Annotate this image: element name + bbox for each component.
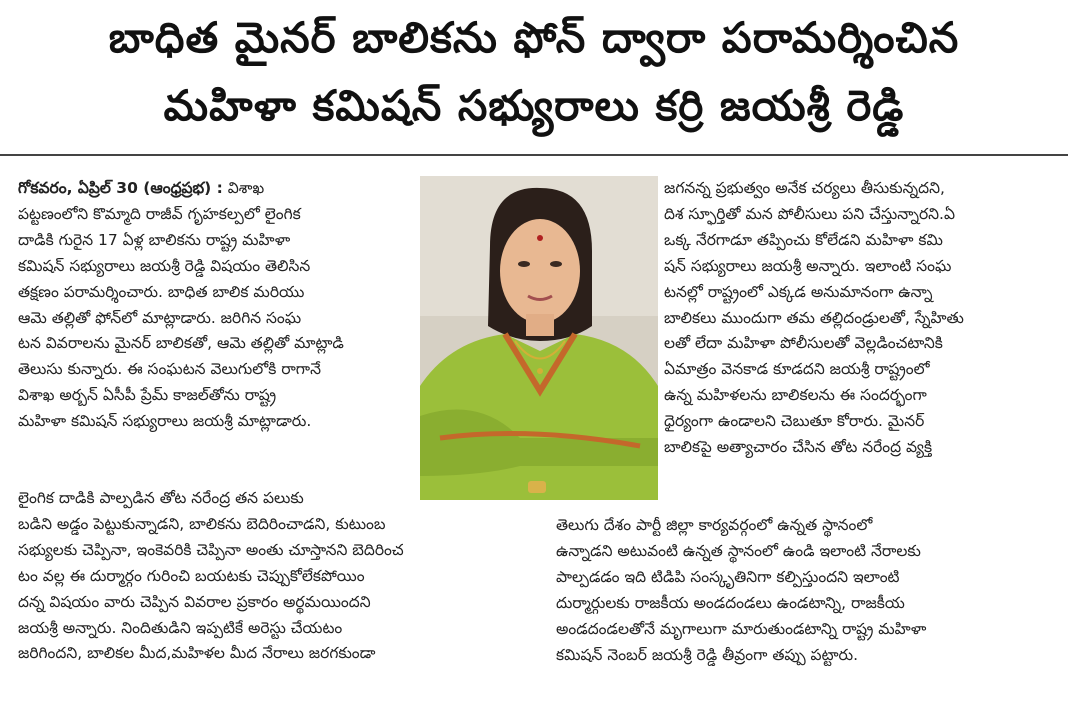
dateline: గోకవరం, ఏప్రిల్ 30 (ఆంధ్రప్రభ) :: [18, 179, 223, 197]
article-line: అండదండలతోనే మృగాలుగా మారుతుండటాన్ని రాష్ట్ర మహిళా: [556, 619, 927, 638]
article-left-column: [18, 176, 414, 435]
portrait-illustration: [420, 176, 658, 500]
article-line: టన వివరాలను మైనర్ బాలికతో, ఆమె తల్లితో మాట్లాడి: [18, 334, 344, 353]
article-line: తక్షణం పరామర్శించారు. బాధిత బాలిక మరియు: [18, 282, 305, 301]
portrait-photo: [420, 176, 658, 500]
article-line: ధైర్యంగా ఉండాలని చెబుతూ కోరారు. మైనర్: [664, 412, 925, 431]
article-line: తెలుగు దేశం పార్టీ జిల్లా కార్యవర్గంలో ఉన్నత స్థానంలో: [556, 516, 873, 534]
article-line: టం వల్ల ఈ దుర్మార్గం గురించి బయటకు చెప్పుకోలేకపోయిం: [18, 566, 365, 585]
article-line: పట్టణంలోని కొమ్మాది రాజీవ్ గృహకల్పలో లైంగిక: [18, 204, 301, 223]
article-line: దన్న విషయం వారు చెప్పిన వివరాల ప్రకారం అర్థమయిందని: [18, 592, 371, 611]
headline-line-1: బాధిత మైనర్ బాలికను ఫోన్ ద్వారా పరామర్శించిన: [108, 13, 960, 62]
article-line: లతో లేదా మహిళా పోలీసులతో వెల్లడించటానికి: [664, 334, 943, 353]
article-line: ఉన్నాడని అటువంటి ఉన్నత స్థానంలో ఉండి ఇలాంటి నేరాలకు: [556, 541, 921, 560]
article-line: ఏమాత్రం వెనకాడ కూడదని జయశ్రీ రాష్ట్రంలో: [664, 360, 930, 379]
article-line: బాలికలు ముందుగా తమ తల్లిదండ్రులతో, స్నేహితు: [664, 308, 964, 327]
article-line: కమిషన్ సభ్యురాలు జయశ్రీ రెడ్డి విషయం తెలిసిన: [18, 256, 311, 275]
article-line: విశాఖ అర్బన్ ఏసీపీ ప్రేమ్ కాజల్‌తోను రాష్ట్ర: [18, 386, 277, 405]
article-line: టనల్లో రాష్ట్రంలో ఎక్కడ అనుమానంగా ఉన్నా: [664, 282, 933, 301]
article-line: బాలికపై అత్యాచారం చేసిన తోట నరేంద్ర వ్యక్తి: [664, 438, 933, 457]
article-line: తెలుసు కున్నారు. ఈ సంఘటన వెలుగులోకి రాగానే: [18, 360, 321, 379]
article-line: పాల్పడడం ఇది టిడిపి సంస్కృతినిగా కల్పిస్తుందని ఇలాంటి: [556, 567, 900, 586]
article-line: గోకవరం, ఏప్రిల్ 30 (ఆంధ్రప్రభ) : విశాఖ: [18, 179, 265, 197]
article-line: షన్ సభ్యురాలు జయశ్రీ అన్నారు. ఇలాంటి సంఘ: [664, 256, 952, 275]
article-line: దుర్మార్గులకు రాజకీయ అండదండలు ఉండటాన్ని, రాజకీయ: [556, 593, 905, 612]
article-line: జయశ్రీ అన్నారు. నిందితుడిని ఇప్పటికే అరెస్టు చేయటం: [18, 618, 343, 637]
article-left-lower: [18, 486, 530, 667]
article-line: సభ్యులకు చెప్పినా, ఇంకెవరికి చెప్పినా అంతు చూస్తానని బెదిరించ: [18, 540, 404, 559]
article-line: జరిగిందని, బాలికల మీద,మహిళల మీద నేరాలు జరగకుండా: [18, 644, 376, 663]
article-line: దిశ స్ఫూర్తితో మన పోలీసులు పని చేస్తున్నారని.ఏ: [664, 204, 956, 223]
article-line: మహిళా కమిషన్ సభ్యురాలు జయశ్రీ మాట్లాడారు.: [18, 412, 312, 431]
article-line: జగనన్న ప్రభుత్వం అనేక చర్యలు తీసుకున్నదని,: [664, 179, 945, 197]
headline-divider: [0, 154, 1068, 156]
article-line: కమిషన్ నెంబర్ జయశ్రీ రెడ్డి తీవ్రంగా తప్పు పట్టారు.: [556, 645, 859, 664]
article-line: లైంగిక దాడికి పాల్పడిన తోట నరేంద్ర తన పలుకు: [18, 489, 304, 507]
article-line: ఉన్న మహిళలను బాలికలను ఈ సందర్భంగా: [664, 386, 927, 405]
article-right-lower: [556, 513, 1056, 668]
headline-line-2: మహిళా కమిషన్ సభ్యురాలు కర్రి జయశ్రీ రెడ్డి: [163, 81, 905, 130]
article-line: ఒక్క నేరగాడూ తప్పించు కోలేడని మహిళా కమి: [664, 230, 943, 249]
article-line: దాడికి గురైన 17 ఏళ్ల బాలికను రాష్ట్ర మహిళా: [18, 230, 291, 249]
article-line: బడిని అడ్డం పెట్టుకున్నాడని, బాలికను బెదిరించాడని, కుటుంబ: [18, 514, 386, 533]
article-line: ఆమె తల్లితో ఫోన్‌లో మాట్లాడారు. జరిగిన సంఘ: [18, 308, 302, 327]
headline: [0, 8, 1068, 136]
article-right-column: [664, 176, 1056, 461]
